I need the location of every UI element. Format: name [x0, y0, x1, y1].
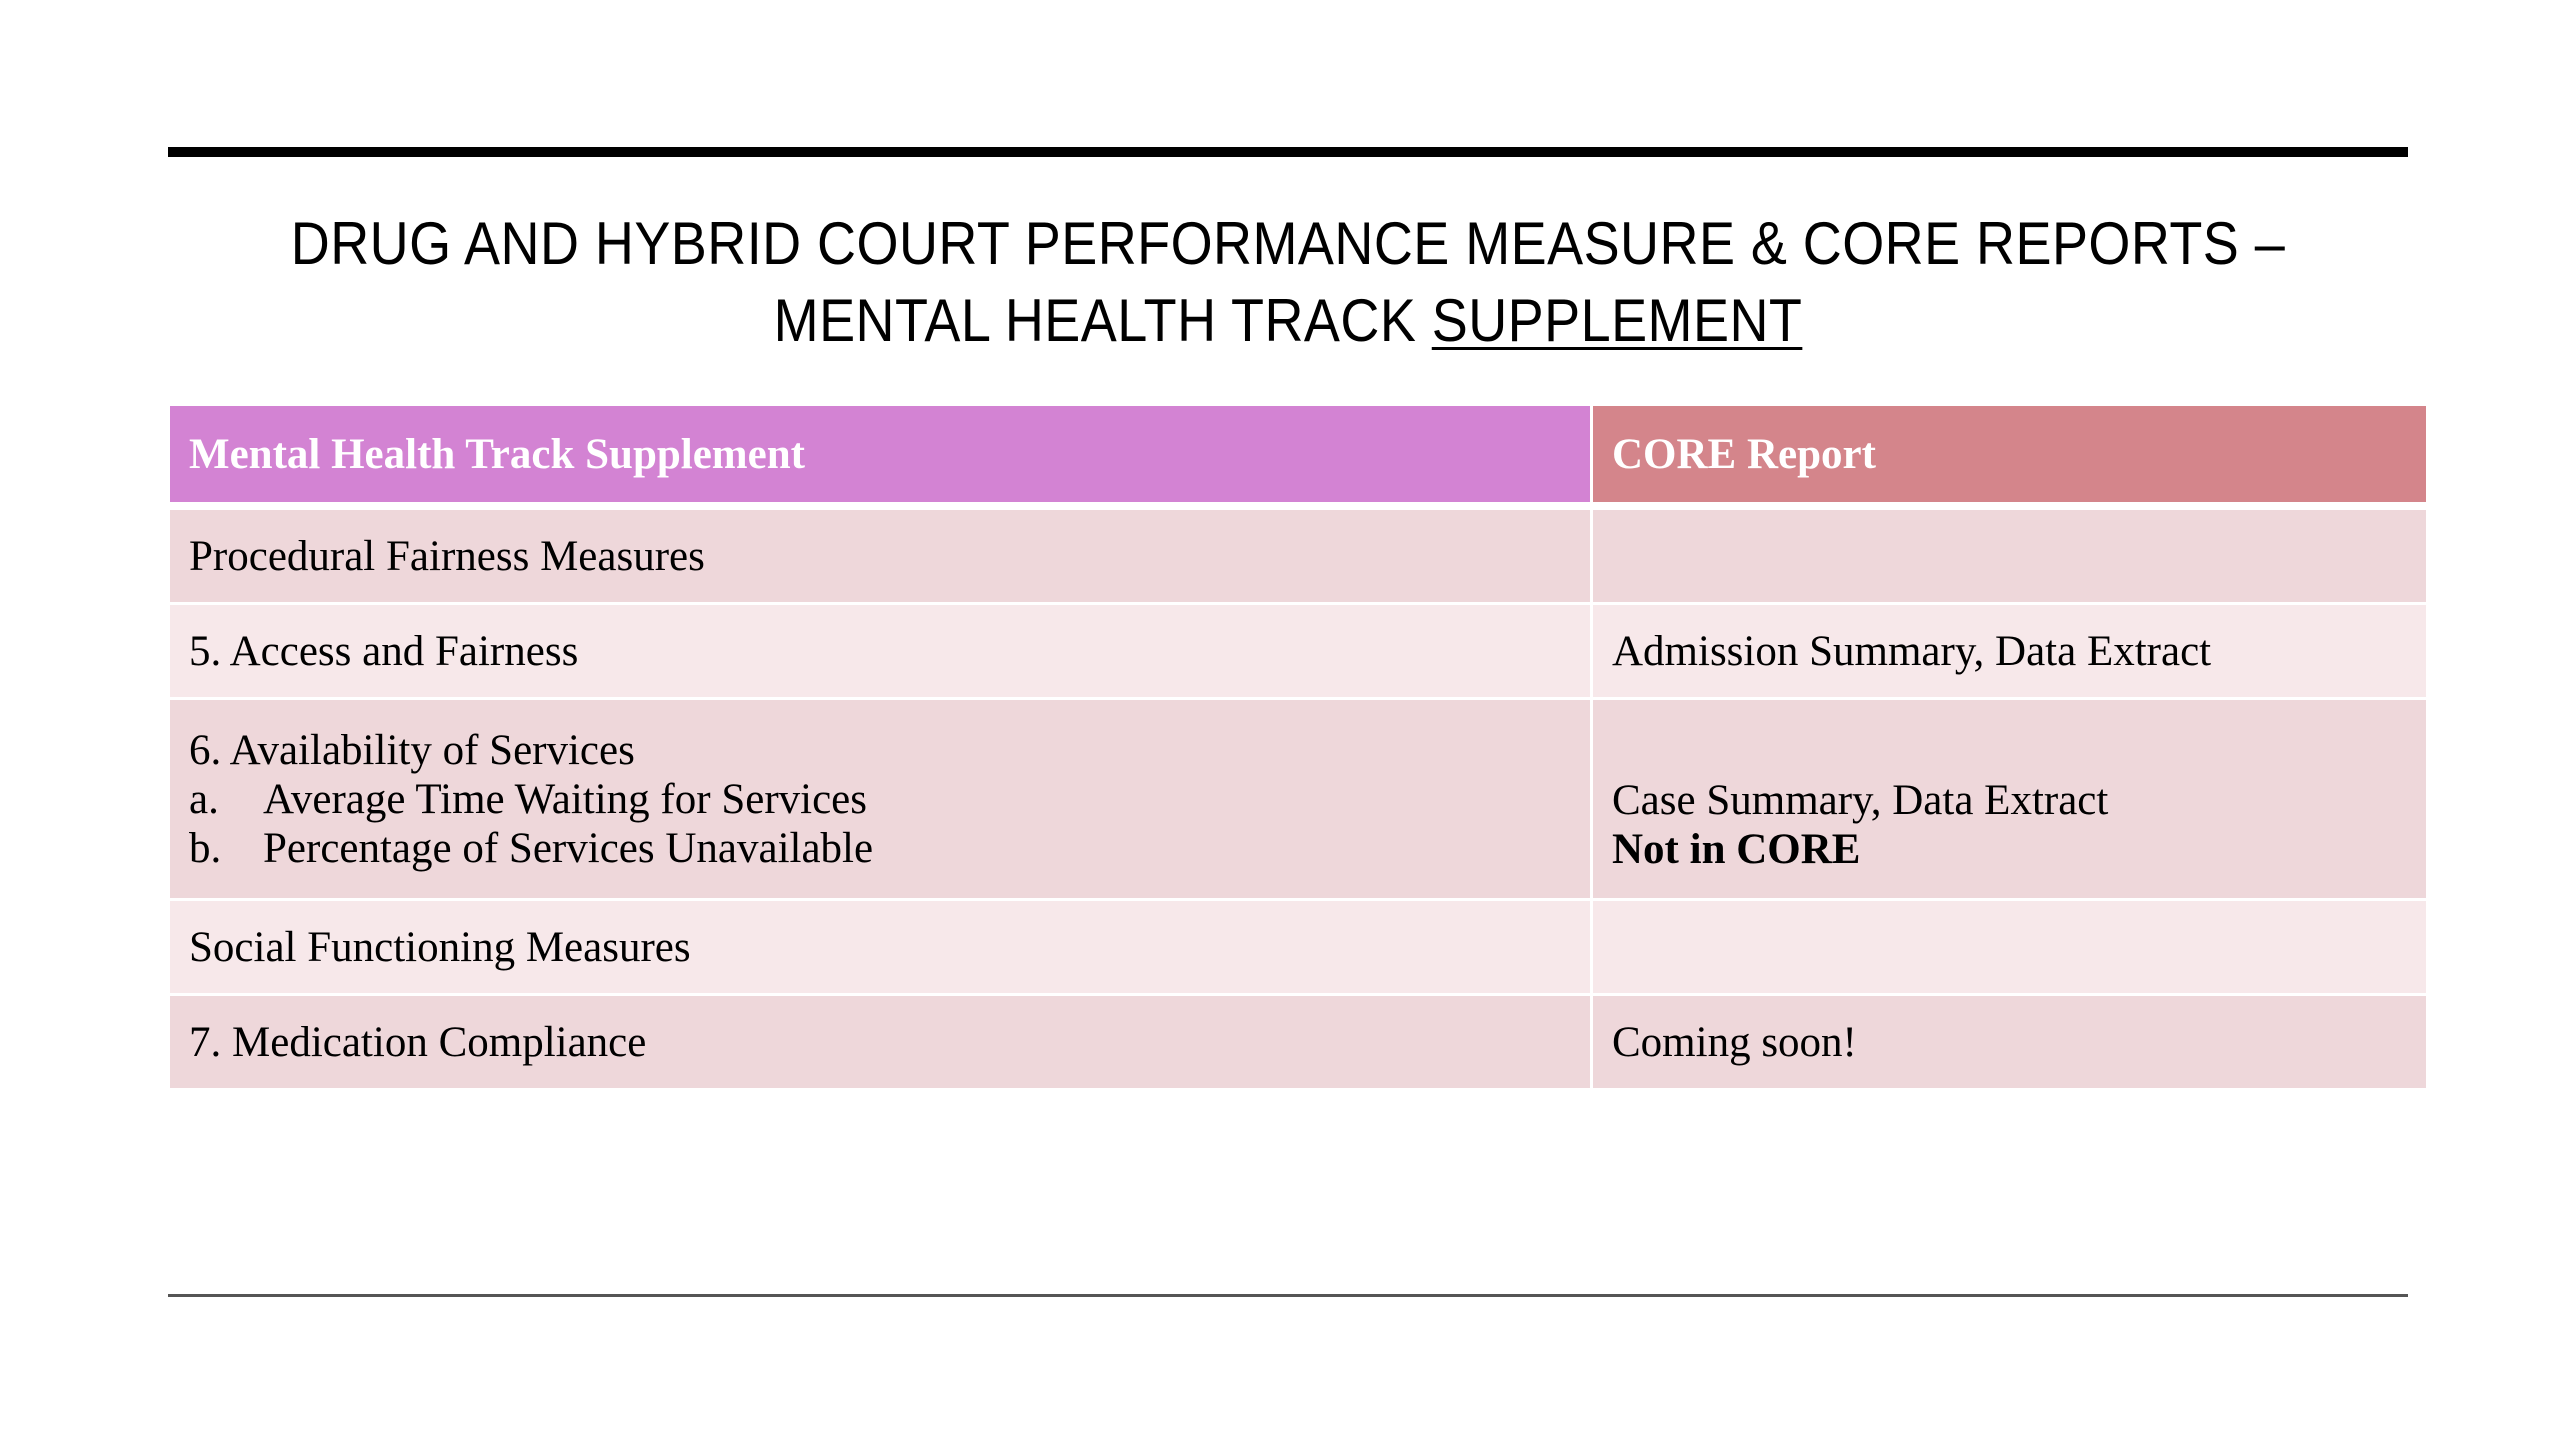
top-divider: [168, 147, 2408, 157]
cell-core-report: [1593, 700, 2426, 901]
table-header-row: [170, 406, 2426, 510]
core-report-case-summary: Case Summary, Data Extract: [1612, 777, 2109, 824]
bottom-divider: [168, 1294, 2408, 1297]
section-procedural-fairness: Procedural Fairness Measures: [170, 510, 1593, 605]
cell-core-report: [1593, 901, 2426, 996]
title-underlined-word: SUPPLEMENT: [1431, 287, 1803, 354]
table-row: [170, 605, 2426, 700]
cell-core-report: Coming soon!: [1593, 996, 2426, 1091]
sub-item-letter: b.: [189, 824, 222, 872]
core-report-not-in-core: Not in CORE: [1612, 826, 1861, 873]
spacer: [1612, 724, 2407, 776]
title-line-2-prefix: MENTAL HEALTH TRACK: [773, 287, 1432, 354]
list-item: [189, 824, 1571, 873]
table-row: [170, 700, 2426, 901]
measures-table: [170, 406, 2426, 1091]
table-row: [170, 901, 2426, 996]
sub-measure-list: [189, 775, 1571, 873]
header-core-report: CORE Report: [1593, 406, 2426, 510]
title-line-2: [280, 282, 2296, 359]
cell-core-report: Admission Summary, Data Extract: [1593, 605, 2426, 700]
measure-availability-of-services: [170, 700, 1593, 901]
measure-access-fairness: 5. Access and Fairness: [170, 605, 1593, 700]
measure-availability-label: 6. Availability of Services: [189, 726, 635, 774]
sub-item-text: Percentage of Services Unavailable: [263, 824, 874, 872]
header-mental-health-track-supplement: Mental Health Track Supplement: [170, 406, 1593, 510]
measure-medication-compliance: 7. Medication Compliance: [170, 996, 1593, 1091]
table-row: [170, 510, 2426, 605]
list-item: [189, 775, 1571, 824]
sub-item-text: Average Time Waiting for Services: [263, 775, 867, 823]
section-social-functioning: Social Functioning Measures: [170, 901, 1593, 996]
slide-title: [280, 205, 2296, 359]
cell-core-report: [1593, 510, 2426, 605]
title-line-1: DRUG AND HYBRID COURT PERFORMANCE MEASURE & CORE REPORTS –: [290, 210, 2286, 277]
table-row: [170, 996, 2426, 1091]
sub-item-letter: a.: [189, 775, 219, 823]
